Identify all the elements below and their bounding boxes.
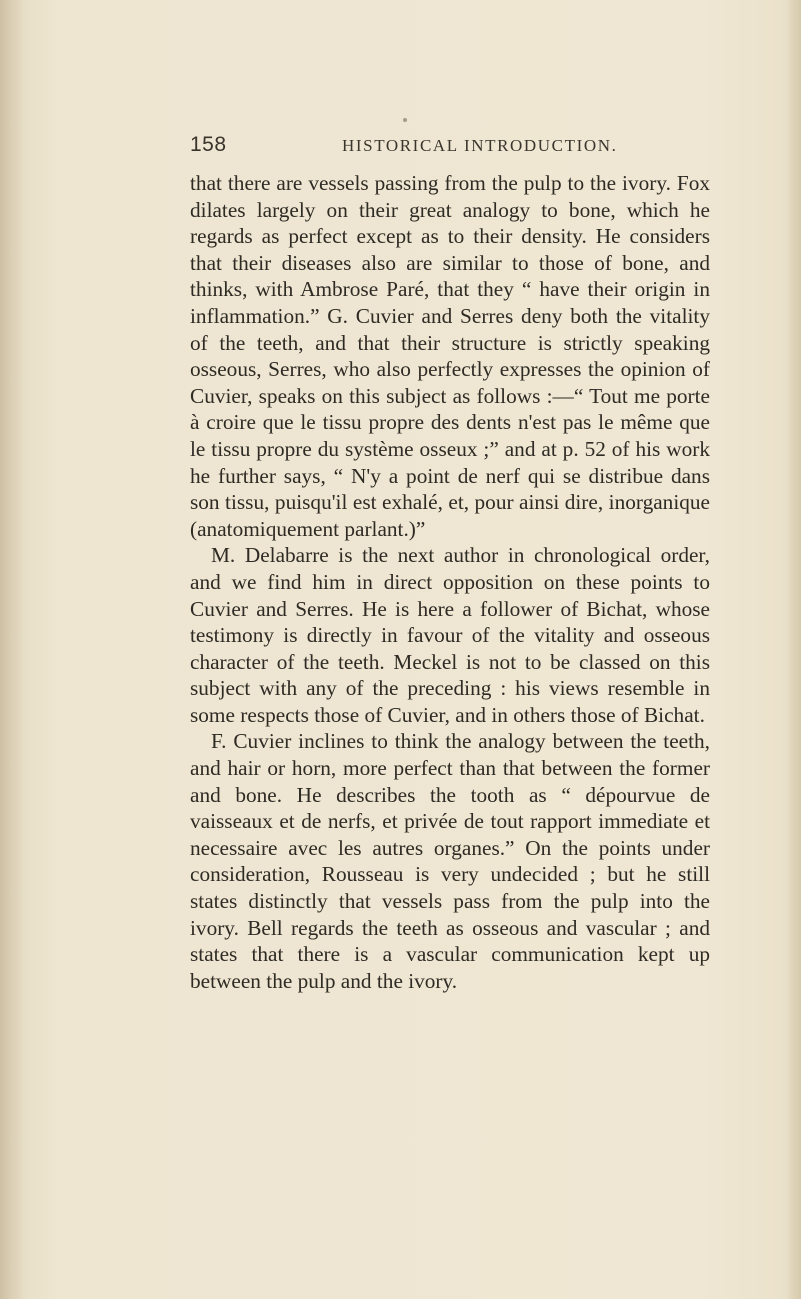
page-header (190, 133, 630, 157)
page-edge-shadow (787, 0, 801, 1299)
running-head: HISTORICAL INTRODUCTION. (342, 136, 618, 155)
body-text (190, 170, 710, 994)
ink-fleck (403, 118, 407, 122)
paragraph-3: F. Cuvier inclines to think the analogy between the teeth, and hair or horn, more perfect than that between the former and bone. He describes the tooth as “ dépourvue de vaisseaux et de nerfs, et privée de tout rapport immediate et necessaire avec les autres organes.” On the points under consideration, Rousseau is very undecided ; but he still states distinctly that vessels pass from the pulp into the ivory. Bell regards the teeth as osseous and vascular ; and states that there is a vascular communication kept up between the pulp and the ivory. (190, 729, 710, 993)
page-number: 158 (190, 133, 227, 156)
paragraph-1: that there are vessels passing from the pulp to the ivory. Fox dilates largely on their great analogy to bone, which he regards as perfect except as to their density. He considers that their diseases also are similar to those of bone, and thinks, with Ambrose Paré, that they “ have their origin in inflammation.” G. Cuvier and Serres deny both the vitality of the teeth, and that their structure is strictly speaking osseous, Serres, who also perfectly expresses the opinion of Cuvier, speaks on this subject as follows :—“ Tout me porte à croire que le tissu propre des dents n'est pas le même que le tissu propre du système osseux ;” and at p. 52 of his work he further says, “ N'y a point de nerf qui se distribue dans son tissu, puisqu'il est exhalé, et, pour ainsi dire, inorganique (anatomiquement parlant.)” (190, 171, 710, 541)
paragraph-2: M. Delabarre is the next author in chronological order, and we find him in direct opposition on these points to Cuvier and Serres. He is here a follower of Bichat, whose testimony is directly in favour of the vitality and osseous character of the teeth. Meckel is not to be classed on this subject with any of the preceding : his views resemble in some respects those of Cuvier, and in others those of Bichat. (190, 543, 710, 727)
page-gutter-shadow (0, 0, 24, 1299)
